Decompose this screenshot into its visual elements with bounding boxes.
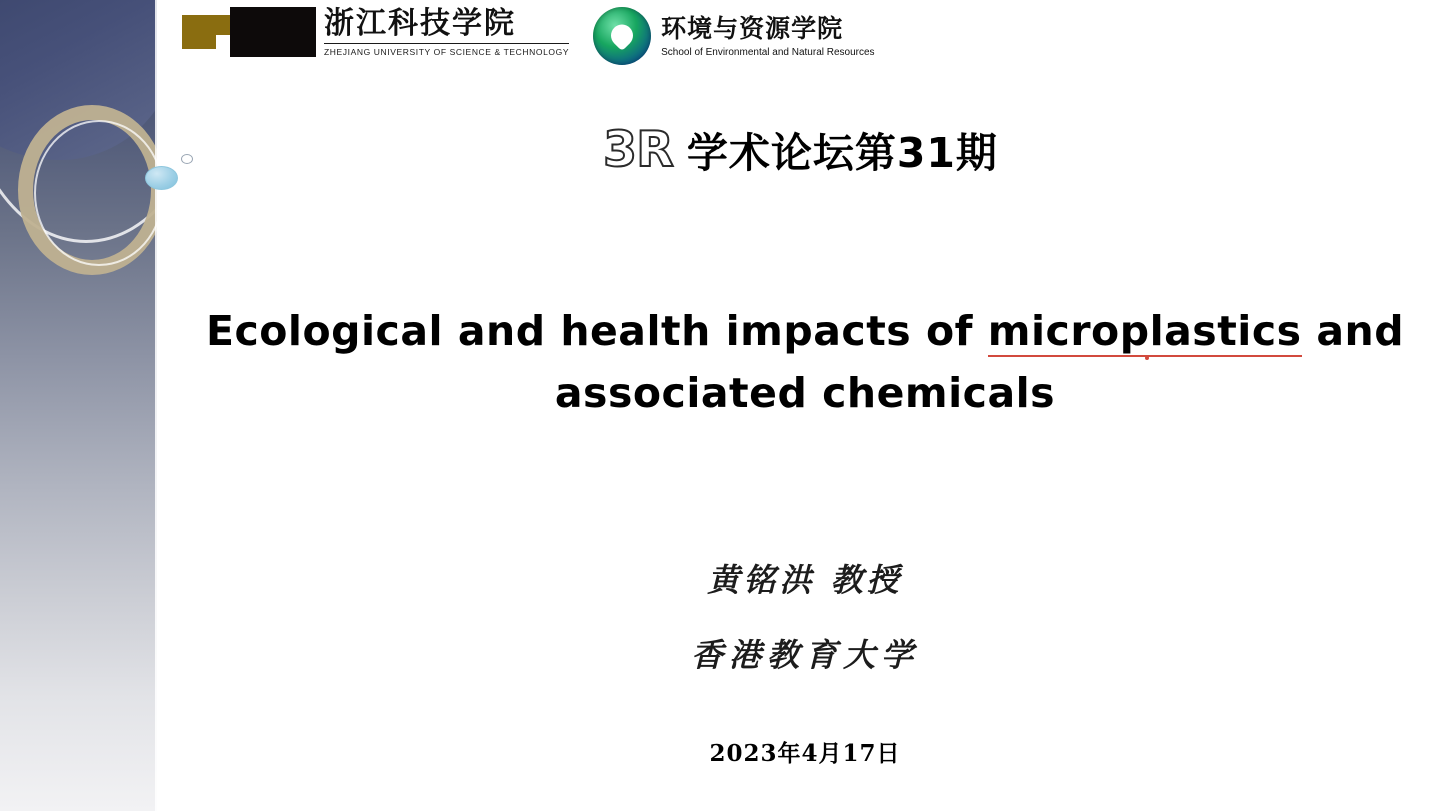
logo-school-of-environmental-and-natural-resources xyxy=(593,6,874,66)
page-title xyxy=(200,300,1410,424)
forum-heading xyxy=(157,120,1444,179)
zust-black-block xyxy=(230,7,316,57)
zust-english-name: ZHEJIANG UNIVERSITY OF SCIENCE & TECHNOLOGY xyxy=(324,47,570,57)
forum-3r-logo: 3R xyxy=(603,121,673,178)
page-title-line-1-prefix: Ecological and health impacts of xyxy=(205,307,988,355)
zust-gold-block xyxy=(182,15,230,49)
logo-zhejiang-university-of-science-and-technology xyxy=(182,7,569,65)
page-title-line-2: associated chemicals xyxy=(554,369,1056,417)
speaker-affiliation: 香港教育大学 xyxy=(690,636,919,674)
water-drop-icon xyxy=(593,7,651,65)
page-title-line-1-suffix: and xyxy=(1301,307,1405,355)
speaker-name: 黄铭洪 教授 xyxy=(707,561,903,599)
forum-heading-text: 学术论坛第31期 xyxy=(686,129,998,177)
senr-wordmark xyxy=(661,15,874,58)
senr-chinese-name: 环境与资源学院 xyxy=(661,13,844,43)
logo-row xyxy=(182,6,875,66)
zust-chinese-name: 浙江科技学院 xyxy=(324,6,516,41)
page-title-line-1 xyxy=(200,300,1410,362)
event-date: 2023年4月17日 xyxy=(709,740,901,767)
zust-divider xyxy=(324,43,569,44)
senr-english-name: School of Environmental and Natural Resources xyxy=(661,46,875,58)
decorative-band xyxy=(0,0,157,811)
zust-gold-notch xyxy=(216,35,230,49)
water-drop-shape xyxy=(607,20,638,51)
zust-logo-mark xyxy=(182,7,316,57)
zust-wordmark xyxy=(324,7,569,57)
spellchecked-word: microplastics xyxy=(987,307,1302,355)
decorative-ring-gold-inner xyxy=(34,120,157,266)
